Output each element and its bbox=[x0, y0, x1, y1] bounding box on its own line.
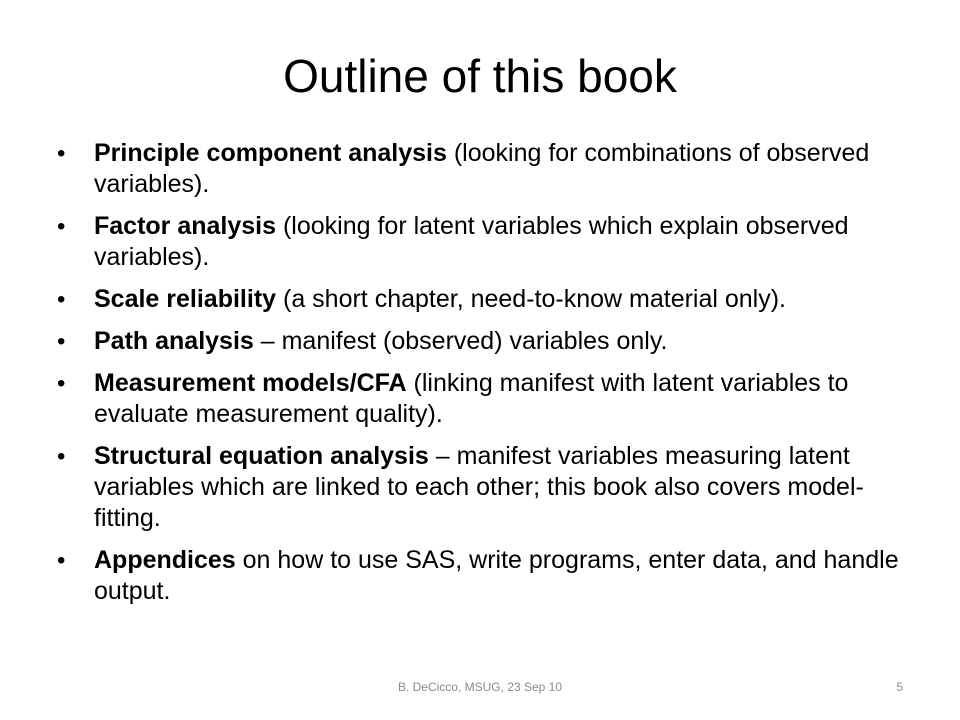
bullet-term: Structural equation analysis bbox=[94, 442, 429, 470]
bullet-term: Appendices bbox=[94, 546, 236, 574]
bullet-icon: • bbox=[57, 286, 66, 313]
bullet-term: Factor analysis bbox=[94, 212, 277, 240]
bullet-item bbox=[57, 545, 917, 607]
bullet-icon: • bbox=[57, 370, 66, 397]
bullet-text: (looking for combinations of observed variables). bbox=[94, 139, 870, 198]
bullet-text: – manifest (observed) variables only. bbox=[253, 327, 668, 355]
bullet-item bbox=[57, 138, 917, 200]
bullet-item bbox=[57, 284, 917, 315]
bullet-icon: • bbox=[57, 328, 66, 355]
bullet-item bbox=[57, 211, 917, 273]
bullet-term: Principle component analysis bbox=[94, 139, 447, 167]
bullet-icon: • bbox=[57, 443, 66, 470]
bullet-text: (linking manifest with latent variables to evaluate measurement quality). bbox=[94, 369, 849, 428]
bullet-term: Measurement models/CFA bbox=[94, 369, 407, 397]
bullet-icon: • bbox=[57, 140, 66, 167]
slide-number: 5 bbox=[896, 680, 903, 694]
bullet-item bbox=[57, 441, 917, 534]
bullet-term: Path analysis bbox=[94, 327, 254, 355]
slide-title: Outline of this book bbox=[283, 50, 677, 102]
bullet-text: – manifest variables measuring latent variables which are linked to each other; this book also covers model-fitting. bbox=[94, 442, 864, 532]
bullet-text: on how to use SAS, write programs, enter data, and handle output. bbox=[94, 546, 899, 605]
bullet-text: (a short chapter, need-to-know material only). bbox=[276, 285, 787, 313]
bullet-icon: • bbox=[57, 213, 66, 240]
bullet-text: (looking for latent variables which explain observed variables). bbox=[94, 212, 849, 271]
bullet-item bbox=[57, 326, 917, 357]
slide-footer: B. DeCicco, MSUG, 23 Sep 10 bbox=[397, 680, 563, 694]
bullet-icon: • bbox=[57, 547, 66, 574]
bullet-item bbox=[57, 368, 917, 430]
bullet-list bbox=[57, 138, 917, 618]
bullet-term: Scale reliability bbox=[94, 285, 277, 313]
